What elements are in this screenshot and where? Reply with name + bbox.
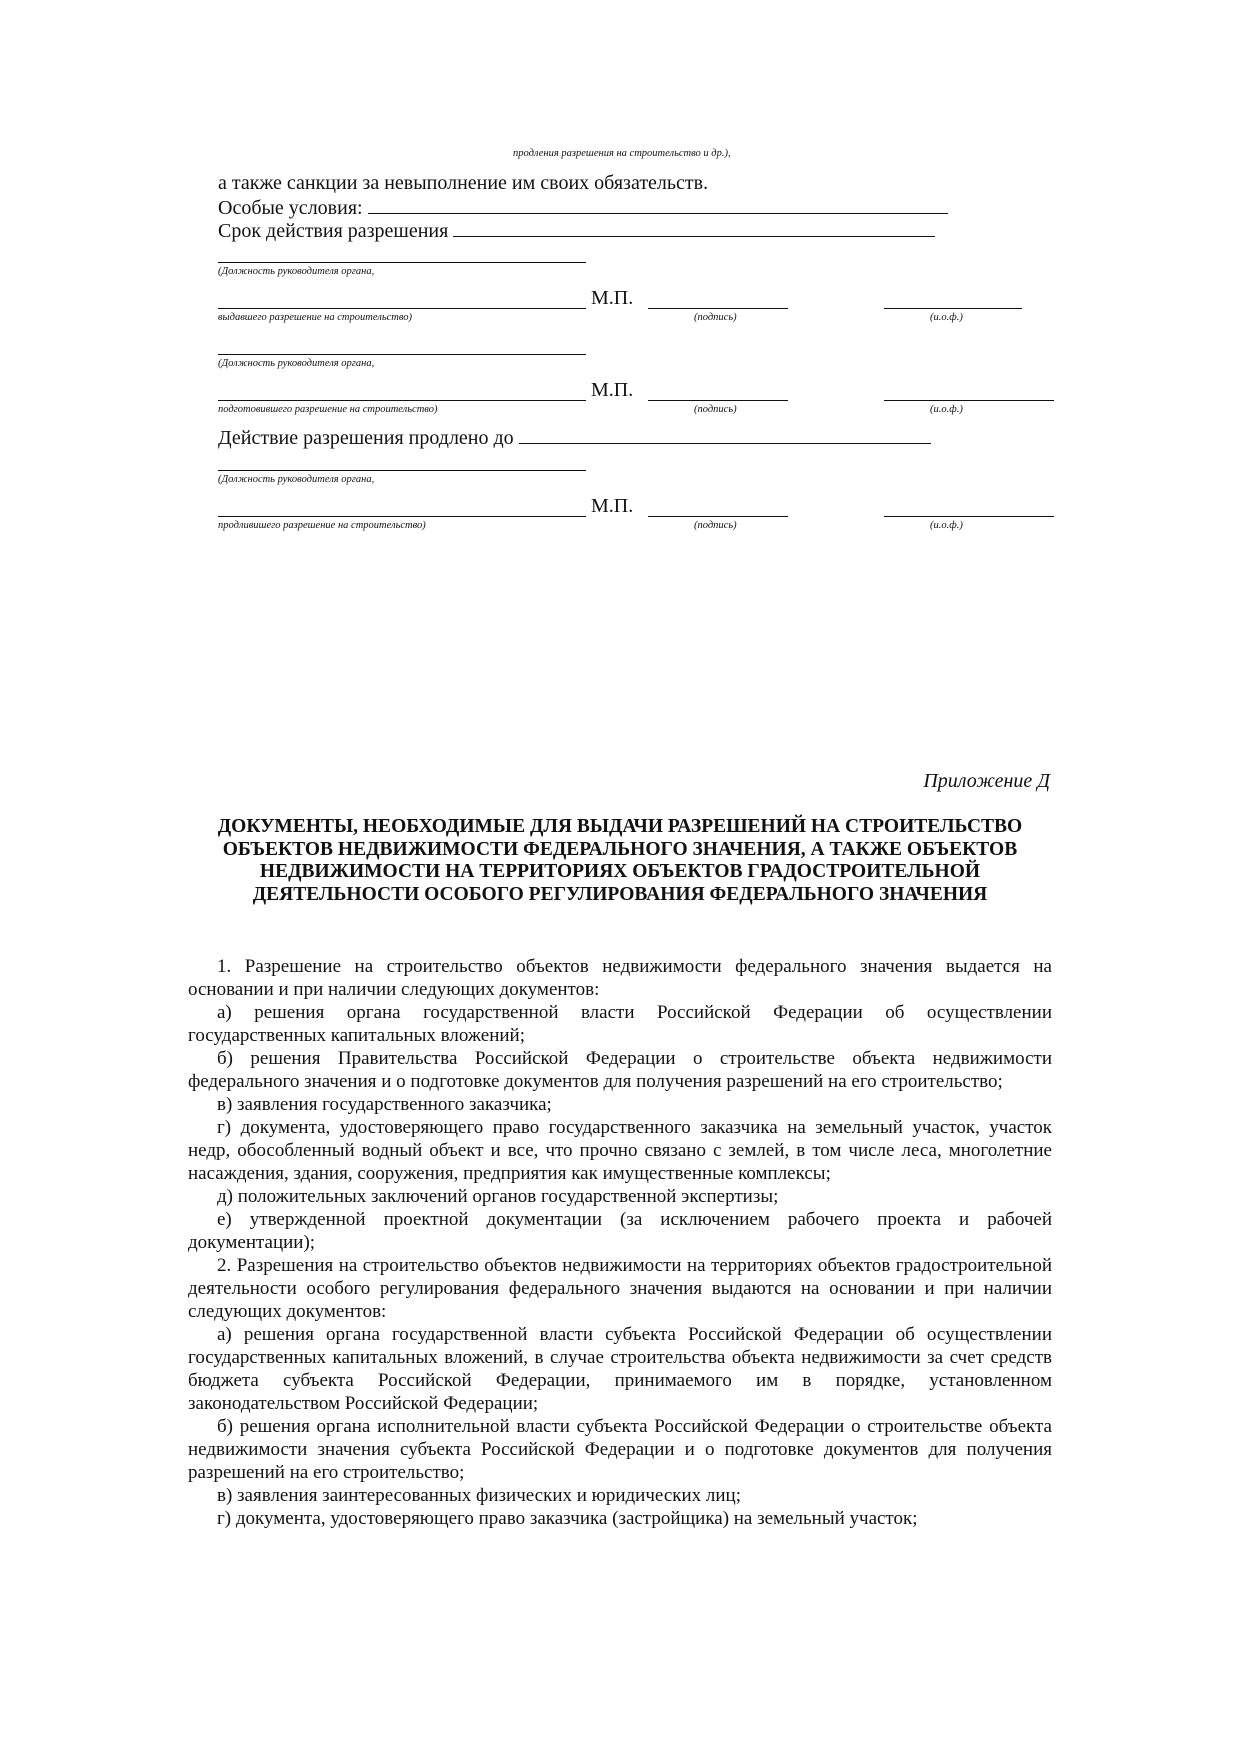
- validity-blank: [453, 218, 935, 237]
- special-conditions-blank: [368, 195, 948, 214]
- validity-row: [218, 218, 935, 243]
- extended-row: [218, 425, 931, 450]
- validity-label: Срок действия разрешения: [218, 220, 449, 242]
- position-caption-3b: продливишего разрешение на строительство): [218, 520, 426, 531]
- mp-label-3: М.П.: [591, 495, 634, 517]
- position-blank-2: [218, 354, 586, 355]
- extended-blank: [519, 425, 931, 444]
- paragraph: б) решения Правительства Российской Федерации о строительстве объекта недвижимости федерального значения и о подготовке документов для получения разрешений на его строительство;: [188, 1048, 1052, 1092]
- signature-blank-3: [648, 516, 788, 517]
- paragraph: в) заявления государственного заказчика;: [217, 1094, 552, 1115]
- position-blank-1: [218, 262, 586, 263]
- initials-blank-3: [884, 516, 1054, 517]
- signature-caption-3: (подпись): [694, 520, 737, 531]
- mp-label-2: М.П.: [591, 379, 634, 401]
- paragraph: 1. Разрешение на строительство объектов недвижимости федерального значения выдается на основании и при наличии следующих документов:: [188, 956, 1052, 1000]
- issuer-blank-2: [218, 400, 586, 401]
- initials-caption-1: (и.о.ф.): [930, 312, 963, 323]
- signature-caption-1: (подпись): [694, 312, 737, 323]
- sanctions-line: а также санкции за невыполнение им своих обязательств.: [218, 172, 709, 194]
- document-title: ДОКУМЕНТЫ, НЕОБХОДИМЫЕ ДЛЯ ВЫДАЧИ РАЗРЕШЕНИЙ НА СТРОИТЕЛЬСТВО ОБЪЕКТОВ НЕДВИЖИМОСТИ ФЕДЕРАЛЬНОГО ЗНАЧЕНИЯ, А ТАКЖЕ ОБЪЕКТОВ НЕДВИЖИМОСТИ НА ТЕРРИТОРИЯХ ОБЪЕКТОВ ГРАДОСТРОИТЕЛЬНОЙ ДЕЯТЕЛЬНОСТИ ОСОБОГО РЕГУЛИРОВАНИЯ ФЕДЕРАЛЬНОГО ЗНАЧЕНИЯ: [217, 816, 1023, 905]
- position-blank-3: [218, 470, 586, 471]
- position-caption-2: (Должность руководителя органа,: [218, 358, 375, 369]
- paragraph: в) заявления заинтересованных физических и юридических лиц;: [217, 1485, 741, 1506]
- appendix-label: Приложение Д: [923, 770, 1050, 792]
- mp-label-1: М.П.: [591, 287, 634, 309]
- position-caption-1: (Должность руководителя органа,: [218, 266, 375, 277]
- position-caption-1b: выдавшего разрешение на строительство): [218, 312, 413, 323]
- paragraph: г) документа, удостоверяющего право заказчика (застройщика) на земельный участок;: [217, 1508, 918, 1529]
- signature-blank-1: [648, 308, 788, 309]
- paragraph: д) положительных заключений органов государственной экспертизы;: [217, 1186, 779, 1207]
- initials-caption-2: (и.о.ф.): [930, 404, 963, 415]
- position-caption-3: (Должность руководителя органа,: [218, 474, 375, 485]
- issuer-blank-3: [218, 516, 586, 517]
- signature-caption-2: (подпись): [694, 404, 737, 415]
- initials-blank-1: [884, 308, 1022, 309]
- issuer-blank-1: [218, 308, 586, 309]
- initials-caption-3: (и.о.ф.): [930, 520, 963, 531]
- paragraph: б) решения органа исполнительной власти субъекта Российской Федерации о строительстве объекта недвижимости значения субъекта Российской Федерации и о подготовке документов для получения разрешений на его строительство;: [188, 1416, 1052, 1483]
- signature-blank-2: [648, 400, 788, 401]
- initials-blank-2: [884, 400, 1054, 401]
- paragraph: е) утвержденной проектной документации (за исключением рабочего проекта и рабочей документации);: [188, 1209, 1052, 1253]
- paragraph: а) решения органа государственной власти субъекта Российской Федерации об осуществлении государственных капитальных вложений, в случае строительства объекта недвижимости за счет средств бюджета субъекта Российской Федерации, принимаемого им в порядке, установленном законодательством Российской Федерации;: [188, 1324, 1052, 1414]
- extended-label: Действие разрешения продлено до: [218, 427, 514, 449]
- special-conditions-row: [218, 195, 948, 220]
- special-conditions-label: Особые условия:: [218, 197, 363, 219]
- top-caption: продления разрешения на строительство и др.),: [513, 148, 731, 159]
- position-caption-2b: подготовившего разрешение на строительство): [218, 404, 438, 415]
- paragraph: а) решения органа государственной власти Российской Федерации об осуществлении государственных капитальных вложений;: [188, 1002, 1052, 1046]
- paragraph: г) документа, удостоверяющего право государственного заказчика на земельный участок, участок недр, обособленный водный объект и все, что прочно связано с землей, в том числе леса, многолетние насаждения, здания, сооружения, предприятия как имущественные комплексы;: [188, 1117, 1052, 1184]
- paragraph: 2. Разрешения на строительство объектов недвижимости на территориях объектов градостроительной деятельности особого регулирования федерального значения выдаются на основании и при наличии следующих документов:: [188, 1255, 1052, 1322]
- document-body: [188, 955, 1052, 1530]
